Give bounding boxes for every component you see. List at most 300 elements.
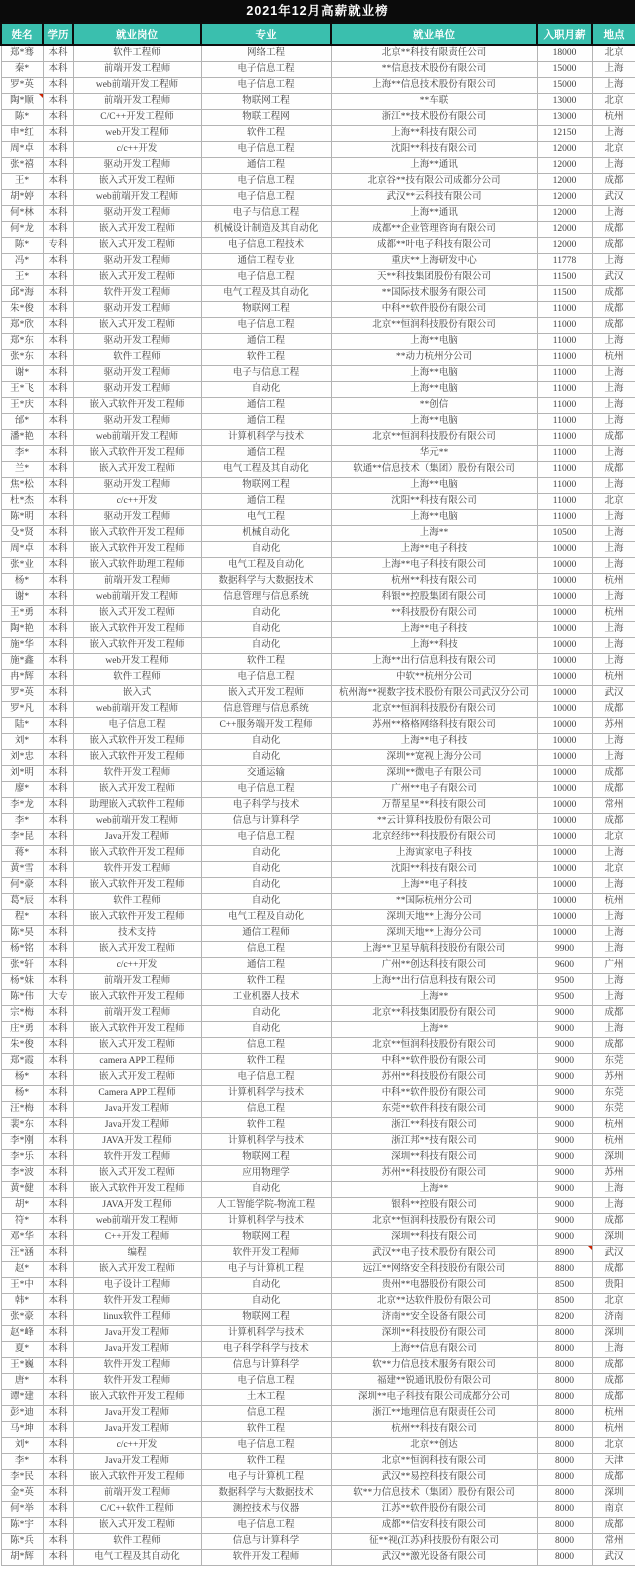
table-cell: 8500 <box>537 1278 592 1294</box>
table-cell: 苏州 <box>592 718 635 734</box>
table-cell: 北京 <box>592 45 635 62</box>
table-cell: 韩* <box>1 1294 43 1310</box>
table-cell: 9000 <box>537 1038 592 1054</box>
table-cell: 9500 <box>537 990 592 1006</box>
table-cell: 10000 <box>537 846 592 862</box>
table-cell: 9000 <box>537 1230 592 1246</box>
table-cell: 上海 <box>592 526 635 542</box>
table-cell: 陈* <box>1 110 43 126</box>
table-cell: 胡*婷 <box>1 190 43 206</box>
table-row <box>1 1438 635 1454</box>
table-cell: 软件开发工程师 <box>73 766 201 782</box>
table-cell: 本科 <box>43 958 73 974</box>
table-cell: 深圳 <box>592 1326 635 1342</box>
table-cell: 电气工程及其自动化 <box>201 462 331 478</box>
table-cell: 嵌入式软件开发工程师 <box>73 526 201 542</box>
table-row <box>1 622 635 638</box>
table-cell: 10000 <box>537 862 592 878</box>
table-cell: 苏州 <box>592 1166 635 1182</box>
table-cell: 物联网工程 <box>201 1150 331 1166</box>
table-cell: 11000 <box>537 366 592 382</box>
table-cell: 上海 <box>592 382 635 398</box>
table-row <box>1 654 635 670</box>
table-cell: 陈*昊 <box>1 926 43 942</box>
table-cell: 陶*艳 <box>1 622 43 638</box>
table-cell: 自动化 <box>201 1022 331 1038</box>
table-cell: 葛*辰 <box>1 894 43 910</box>
table-cell: 10000 <box>537 654 592 670</box>
table-cell: 上海 <box>592 1198 635 1214</box>
table-cell: 武汉**易控科技有限公司 <box>331 1470 537 1486</box>
table-cell: 邱*海 <box>1 286 43 302</box>
table-cell: 前端开发工程师 <box>73 94 201 110</box>
table-cell: 沈阳**科技有限公司 <box>331 494 537 510</box>
table-cell: 中科**软件股份有限公司 <box>331 302 537 318</box>
table-cell: 邓*华 <box>1 1230 43 1246</box>
table-cell: 嵌入式开发工程师 <box>73 782 201 798</box>
table-cell: 电气工程及其自动化 <box>201 286 331 302</box>
table-cell: 上海**通讯 <box>331 158 537 174</box>
table-cell: 8000 <box>537 1390 592 1406</box>
table-cell: 嵌入式开发工程师 <box>73 1038 201 1054</box>
table-cell: 自动化 <box>201 846 331 862</box>
table-cell: 通信工程 <box>201 494 331 510</box>
table-row <box>1 1166 635 1182</box>
table-row <box>1 206 635 222</box>
table-cell: 嵌入式开发工程师 <box>73 1166 201 1182</box>
table-cell: 9000 <box>537 1054 592 1070</box>
table-cell: 本科 <box>43 670 73 686</box>
table-cell: 程* <box>1 910 43 926</box>
table-row <box>1 286 635 302</box>
table-cell: 成都 <box>592 1358 635 1374</box>
table-cell: 深圳天地**上海分公司 <box>331 910 537 926</box>
table-cell: 嵌入式软件开发工程师 <box>73 1022 201 1038</box>
table-cell: 数据科学与大数据技术 <box>201 574 331 590</box>
table-cell: 嵌入式软件开发工程师 <box>73 398 201 414</box>
table-cell: 大专 <box>43 990 73 1006</box>
table-cell: 上海 <box>592 126 635 142</box>
table-cell: 自动化 <box>201 750 331 766</box>
table-cell: 软件工程 <box>201 350 331 366</box>
table-cell: 信息工程 <box>201 1406 331 1422</box>
table-row <box>1 334 635 350</box>
table-cell: 软件工程 <box>201 1054 331 1070</box>
table-cell: 本科 <box>43 1470 73 1486</box>
table-cell: 本科 <box>43 1310 73 1326</box>
table-cell: 焦*松 <box>1 478 43 494</box>
table-row <box>1 45 635 62</box>
table-cell: 本科 <box>43 798 73 814</box>
table-cell: 上海** <box>331 990 537 1006</box>
table-cell: 软件开发工程师 <box>73 1374 201 1390</box>
table-cell: 通信工程师 <box>201 926 331 942</box>
table-cell: 9000 <box>537 1182 592 1198</box>
table-cell: 本科 <box>43 878 73 894</box>
table-cell: 本科 <box>43 1230 73 1246</box>
table-cell: 8800 <box>537 1262 592 1278</box>
table-cell: 信息管理与信息系统 <box>201 590 331 606</box>
table-row <box>1 1182 635 1198</box>
table-cell: 9000 <box>537 1166 592 1182</box>
table-cell: 上海**通讯 <box>331 206 537 222</box>
table-cell: 自动化 <box>201 382 331 398</box>
table-cell: 庄*勇 <box>1 1022 43 1038</box>
table-cell: 嵌入式软件开发工程师 <box>73 1182 201 1198</box>
table-cell: 通信工程 <box>201 958 331 974</box>
table-cell: 深圳 <box>592 1486 635 1502</box>
table-cell: 本科 <box>43 782 73 798</box>
table-cell: 电子信息工程 <box>201 782 331 798</box>
table-cell: 18000 <box>537 45 592 62</box>
table-cell: 软件工程师 <box>73 670 201 686</box>
table-cell: 本科 <box>43 382 73 398</box>
table-cell: 通信工程 <box>201 334 331 350</box>
table-cell: 9000 <box>537 1134 592 1150</box>
table-cell: 自动化 <box>201 622 331 638</box>
table-cell: 李*波 <box>1 1166 43 1182</box>
table-cell: 前端开发工程师 <box>73 574 201 590</box>
table-cell: 上海**信息技术股份有限公司 <box>331 78 537 94</box>
table-cell: 驱动开发工程师 <box>73 158 201 174</box>
table-cell: C++服务端开发工程师 <box>201 718 331 734</box>
table-cell: 12000 <box>537 174 592 190</box>
table-cell: 马*坤 <box>1 1422 43 1438</box>
table-cell: 济南 <box>592 1310 635 1326</box>
table-cell: 冯* <box>1 254 43 270</box>
table-cell: 本科 <box>43 814 73 830</box>
table-cell: 杭州**科技有限公司 <box>331 1422 537 1438</box>
table-cell: 上海 <box>592 558 635 574</box>
table-cell: 本科 <box>43 142 73 158</box>
table-cell: 本科 <box>43 1134 73 1150</box>
table-cell: 上海 <box>592 1182 635 1198</box>
table-cell: 本科 <box>43 1454 73 1470</box>
table-cell: 12150 <box>537 126 592 142</box>
table-row <box>1 846 635 862</box>
table-cell: 本科 <box>43 94 73 110</box>
table-cell: 上海 <box>592 878 635 894</box>
table-cell: 本科 <box>43 1390 73 1406</box>
table-row <box>1 766 635 782</box>
table-cell: 蒋* <box>1 846 43 862</box>
table-cell: 嵌入式软件助理工程师 <box>73 558 201 574</box>
table-cell: 电气工程及其自动化 <box>73 1550 201 1566</box>
table-cell: 11000 <box>537 430 592 446</box>
table-cell: c/c++开发 <box>73 142 201 158</box>
table-row <box>1 174 635 190</box>
table-cell: 嵌入式软件开发工程师 <box>73 1470 201 1486</box>
table-cell: 本科 <box>43 526 73 542</box>
table-row <box>1 590 635 606</box>
table-cell: 9000 <box>537 1214 592 1230</box>
table-cell: 15000 <box>537 62 592 78</box>
table-cell: 本科 <box>43 222 73 238</box>
table-row <box>1 222 635 238</box>
table-cell: 本科 <box>43 622 73 638</box>
table-cell: 江苏**软件股份有限公司 <box>331 1502 537 1518</box>
table-cell: 计算机科学与技术 <box>201 1326 331 1342</box>
table-cell: 本科 <box>43 1534 73 1550</box>
table-cell: 技术支持 <box>73 926 201 942</box>
table-cell: 成都 <box>592 302 635 318</box>
table-row <box>1 446 635 462</box>
table-cell: 申*红 <box>1 126 43 142</box>
table-cell: 电子信息工程 <box>201 1518 331 1534</box>
table-row <box>1 958 635 974</box>
table-cell: web前端开发工程师 <box>73 1214 201 1230</box>
table-row <box>1 414 635 430</box>
table-row <box>1 126 635 142</box>
table-cell: 兰* <box>1 462 43 478</box>
table-cell: 武汉 <box>592 686 635 702</box>
table-cell: 上海** <box>331 1182 537 1198</box>
table-cell: 张*东 <box>1 350 43 366</box>
table-cell: 本科 <box>43 1502 73 1518</box>
table-cell: 信息工程 <box>201 942 331 958</box>
table-cell: 9000 <box>537 1118 592 1134</box>
table-cell: 本科 <box>43 974 73 990</box>
table-cell: 深圳**科技有限公司 <box>331 1150 537 1166</box>
table-cell: 电子信息工程 <box>201 1438 331 1454</box>
table-cell: 征**视(江苏)科技股份有限公司 <box>331 1534 537 1550</box>
table-cell: 10000 <box>537 798 592 814</box>
table-cell: 谢* <box>1 366 43 382</box>
column-header-location: 地点 <box>592 23 635 45</box>
table-cell: 工业机器人技术 <box>201 990 331 1006</box>
table-cell: 上海 <box>592 590 635 606</box>
table-cell: 9000 <box>537 1086 592 1102</box>
table-cell: 软**力信息技术（集团）股份有限公司 <box>331 1486 537 1502</box>
table-cell: 李* <box>1 1454 43 1470</box>
table-cell: 信息与计算科学 <box>201 814 331 830</box>
table-cell: 软件工程 <box>201 654 331 670</box>
page-title: 2021年12月高薪就业榜 <box>0 0 635 22</box>
table-cell: 电气工程 <box>201 510 331 526</box>
table-cell: 王*庆 <box>1 398 43 414</box>
table-cell: 上海**电子科技 <box>331 622 537 638</box>
table-cell: 嵌入式软件开发工程师 <box>73 542 201 558</box>
table-cell: 9000 <box>537 1102 592 1118</box>
table-cell: 自动化 <box>201 878 331 894</box>
table-cell: 本科 <box>43 462 73 478</box>
table-cell: 嵌入式软件开发工程师 <box>73 846 201 862</box>
table-cell: 上海**电脑 <box>331 510 537 526</box>
table-cell: 武汉 <box>592 1246 635 1262</box>
table-cell: 本科 <box>43 334 73 350</box>
table-cell: 何*举 <box>1 1502 43 1518</box>
table-cell: 11778 <box>537 254 592 270</box>
table-cell: 潘*艳 <box>1 430 43 446</box>
table-cell: 8500 <box>537 1294 592 1310</box>
table-cell: 广州**电子有限公司 <box>331 782 537 798</box>
table-cell: 自动化 <box>201 1278 331 1294</box>
table-cell: 9000 <box>537 1150 592 1166</box>
table-cell: Java开发工程师 <box>73 1406 201 1422</box>
table-cell: 殳*贤 <box>1 526 43 542</box>
table-cell: 浙江**科技有限公司 <box>331 1118 537 1134</box>
table-row <box>1 318 635 334</box>
table-cell: 10000 <box>537 606 592 622</box>
table-cell: 北京**科技有限责任公司 <box>331 45 537 62</box>
table-cell: 11000 <box>537 510 592 526</box>
table-cell: 驱动开发工程师 <box>73 254 201 270</box>
table-cell: 9000 <box>537 1198 592 1214</box>
table-row <box>1 478 635 494</box>
table-cell: 本科 <box>43 1070 73 1086</box>
table-cell: 软件工程 <box>201 1422 331 1438</box>
table-cell: 11000 <box>537 398 592 414</box>
table-cell: 电子信息工程 <box>201 174 331 190</box>
table-cell: 本科 <box>43 494 73 510</box>
table-cell: linux软件工程师 <box>73 1310 201 1326</box>
table-cell: 王*巍 <box>1 1358 43 1374</box>
table-cell: 软件开发工程师 <box>201 1550 331 1566</box>
column-header-employer: 就业单位 <box>331 23 537 45</box>
table-cell: 电子与计算机工程 <box>201 1470 331 1486</box>
table-cell: 本科 <box>43 414 73 430</box>
table-row <box>1 702 635 718</box>
table-cell: 机械设计制造及其自动化 <box>201 222 331 238</box>
table-cell: 本科 <box>43 1054 73 1070</box>
table-cell: 嵌入式软件开发工程师 <box>73 446 201 462</box>
table-row <box>1 158 635 174</box>
table-cell: 编程 <box>73 1246 201 1262</box>
table-cell: 8000 <box>537 1454 592 1470</box>
table-cell: 上海**出行信息科技有限公司 <box>331 654 537 670</box>
table-row <box>1 1294 635 1310</box>
table-cell: 嵌入式开发工程师 <box>73 606 201 622</box>
table-cell: 本科 <box>43 446 73 462</box>
table-cell: 物联网工程 <box>201 1310 331 1326</box>
employment-table <box>0 22 635 1566</box>
table-cell: 沈阳**科技有限公司 <box>331 142 537 158</box>
table-cell: 10000 <box>537 782 592 798</box>
table-cell: 陆* <box>1 718 43 734</box>
table-cell: 夏* <box>1 1342 43 1358</box>
table-row <box>1 1022 635 1038</box>
table-cell: 本科 <box>43 558 73 574</box>
table-row <box>1 1486 635 1502</box>
table-cell: 电子信息工程 <box>201 1070 331 1086</box>
table-row <box>1 1134 635 1150</box>
table-row <box>1 1454 635 1470</box>
table-row <box>1 510 635 526</box>
table-cell: 成都 <box>592 1006 635 1022</box>
table-cell: 赵* <box>1 1262 43 1278</box>
table-cell: 杭州 <box>592 350 635 366</box>
table-cell: 成都 <box>592 1214 635 1230</box>
table-cell: 刘*忠 <box>1 750 43 766</box>
column-header-education: 学历 <box>43 23 73 45</box>
table-cell: 11000 <box>537 350 592 366</box>
table-cell-with-comment-mark: 陶*顺 <box>1 94 43 110</box>
table-cell: 通信工程 <box>201 446 331 462</box>
table-cell: 常州 <box>592 1534 635 1550</box>
table-cell: 秦* <box>1 62 43 78</box>
table-cell: 软件工程 <box>201 974 331 990</box>
table-cell: 10000 <box>537 574 592 590</box>
table-cell: 本科 <box>43 686 73 702</box>
table-cell: 嵌入式开发工程师 <box>73 270 201 286</box>
table-cell: C/C++软件工程师 <box>73 1502 201 1518</box>
table-cell: 沈阳**科技有限公司 <box>331 862 537 878</box>
table-cell: 嵌入式开发工程师 <box>73 1518 201 1534</box>
table-cell: 苏州**科技股份有限公司 <box>331 1070 537 1086</box>
table-cell: 软**力信息技术服务有限公司 <box>331 1358 537 1374</box>
column-header-major: 专业 <box>201 23 331 45</box>
table-cell: 网络工程 <box>201 45 331 62</box>
table-cell: 通信工程 <box>201 158 331 174</box>
table-cell: 本科 <box>43 1550 73 1566</box>
table-cell: 成都 <box>592 238 635 254</box>
table-cell: 11000 <box>537 446 592 462</box>
table-cell: 深圳 <box>592 1150 635 1166</box>
table-cell: 南京 <box>592 1502 635 1518</box>
table-cell: 武汉 <box>592 1550 635 1566</box>
table-row <box>1 254 635 270</box>
table-cell: 机械自动化 <box>201 526 331 542</box>
table-row <box>1 1086 635 1102</box>
table-cell: 陈*宇 <box>1 1518 43 1534</box>
table-cell: 上海 <box>592 846 635 862</box>
table-cell: 深圳**科技股份有限公司 <box>331 1326 537 1342</box>
table-cell: 前端开发工程师 <box>73 1486 201 1502</box>
table-cell: 10000 <box>537 814 592 830</box>
table-cell: 本科 <box>43 78 73 94</box>
table-cell: 8000 <box>537 1358 592 1374</box>
table-cell: 杭州 <box>592 670 635 686</box>
table-cell: JAVA开发工程师 <box>73 1198 201 1214</box>
table-cell: 10000 <box>537 590 592 606</box>
table-cell: 信息与计算科学 <box>201 1534 331 1550</box>
table-cell: 自动化 <box>201 862 331 878</box>
table-cell: 上海 <box>592 206 635 222</box>
table-cell: 张*轩 <box>1 958 43 974</box>
table-body <box>1 45 635 1566</box>
table-row <box>1 814 635 830</box>
table-row <box>1 1310 635 1326</box>
table-cell: 本科 <box>43 1486 73 1502</box>
table-row <box>1 606 635 622</box>
table-cell: 冉*辉 <box>1 670 43 686</box>
table-cell: 本科 <box>43 830 73 846</box>
table-row <box>1 574 635 590</box>
table-cell: 罗*英 <box>1 78 43 94</box>
table-cell: **国际技术服务有限公司 <box>331 286 537 302</box>
table-cell: 驱动开发工程师 <box>73 478 201 494</box>
table-cell: 中软**杭州分公司 <box>331 670 537 686</box>
table-cell: 陈*兵 <box>1 1534 43 1550</box>
table-cell: 计算机科学与技术 <box>201 430 331 446</box>
table-cell: 前端开发工程师 <box>73 1006 201 1022</box>
table-cell: 驱动开发工程师 <box>73 366 201 382</box>
table-cell: 本科 <box>43 190 73 206</box>
table-cell: Java开发工程师 <box>73 830 201 846</box>
table-cell: 通信工程专业 <box>201 254 331 270</box>
table-cell: 陈*明 <box>1 510 43 526</box>
table-cell: 天津 <box>592 1454 635 1470</box>
table-cell: 上海 <box>592 62 635 78</box>
table-cell: 北京**科技集团股份有限公司 <box>331 1006 537 1022</box>
table-cell: 前端开发工程师 <box>73 974 201 990</box>
table-cell: web前端开发工程师 <box>73 814 201 830</box>
table-cell: 嵌入式软件开发工程师 <box>73 622 201 638</box>
table-cell: 刘* <box>1 734 43 750</box>
table-cell: 本科 <box>43 158 73 174</box>
table-cell: 天**科技集团股份有限公司 <box>331 270 537 286</box>
table-cell: 上海**电脑 <box>331 366 537 382</box>
